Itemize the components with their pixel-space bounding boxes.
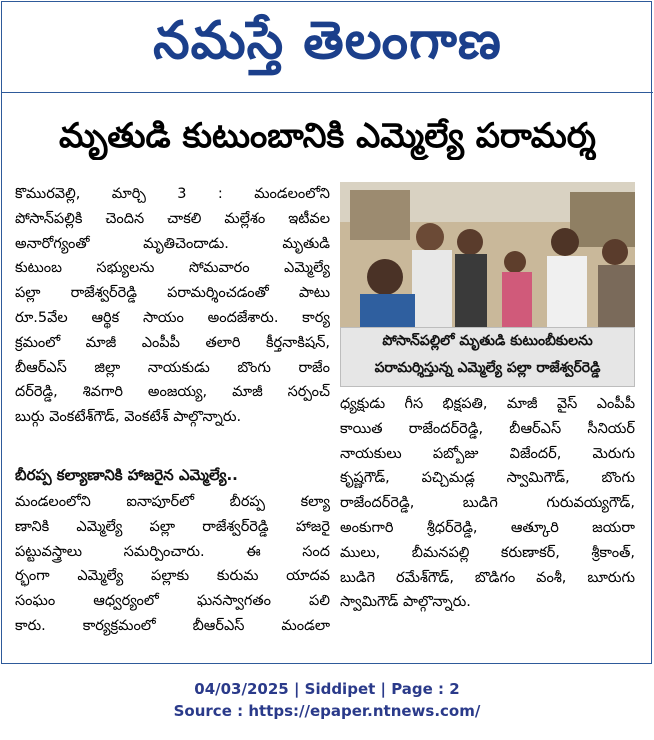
footer-source-link[interactable]: Source : https://epaper.ntnews.com/ bbox=[173, 702, 481, 720]
photo-caption-line: పరామర్శిస్తున్న ఎమ్మెల్యే పల్లా రాజేశ్వర్‌రెడ్డి bbox=[374, 360, 601, 376]
article-line: రూ.5వేల ఆర్థిక సాయం అందజేశారు. కార్య bbox=[15, 309, 330, 326]
article-line: స్వామిగౌడ్ పాల్గొన్నారు. bbox=[340, 594, 471, 611]
newspaper-clipping bbox=[1, 1, 652, 664]
footer-date-edition: 04/03/2025 | Siddipet | Page : 2 bbox=[194, 680, 460, 698]
article-line: పట్టువస్త్రాలు సమర్పించారు. ఈ సంద bbox=[15, 543, 330, 560]
article-right-column bbox=[340, 392, 635, 615]
article-line: బుర్గు వెంకటేశ్‌గౌడ్, వెంకటేశ్ పాల్గొన్నారు. bbox=[15, 409, 242, 426]
article-line: ధ్యక్షుడు గీస భిక్షపతి, మాజీ వైస్ ఎంపీపీ bbox=[340, 396, 635, 412]
article-line: కొమురవెల్లి, మార్చి 3 : మండలంలోని bbox=[15, 186, 330, 202]
article-subheading: బీరప్ప కల్యాణానికి హాజరైన ఎమ్మెల్యే.. bbox=[15, 466, 238, 484]
article-line: నాయకులు పబ్బోజు విజేందర్, మెరుగు bbox=[340, 445, 635, 462]
article-line: ర్భంగా ఎమ్మెల్యే పల్లాకు కురుమ యాదవ bbox=[15, 568, 330, 585]
article-line: పల్లా రాజేశ్వర్‌రెడ్డి పరామర్శించడంతో పాటు bbox=[15, 285, 330, 302]
article-line: దర్‌రెడ్డి, శివగారి అంజయ్య, మాజీ సర్పంచ్ bbox=[15, 384, 330, 401]
masthead-divider bbox=[2, 92, 653, 93]
article-line: కృష్ణగౌడ్, పచ్చిమడ్ల స్వామిగౌడ్, బొంగు bbox=[340, 470, 635, 487]
news-photo bbox=[340, 182, 635, 327]
article-line: ములు, బీమనపల్లి కరుణాకర్, శ్రీకాంత్, bbox=[340, 544, 635, 561]
photo-caption bbox=[340, 327, 635, 387]
article-headline: మృతుడి కుటుంబానికి ఎమ్మెల్యే పరామర్శ bbox=[59, 116, 596, 156]
article-line: బుడిగె రమేశ్‌గౌడ్, బొడిగం వంశీ, బూరుగు bbox=[340, 569, 635, 586]
article-line: కాయిత రాజేందర్‌రెడ్డి, బీఆర్‌ఎస్ సీనియర్ bbox=[340, 420, 635, 437]
masthead bbox=[2, 6, 653, 76]
article-line: బీఆర్‌ఎస్ జిల్లా నాయకుడు బొంగు రాజేం bbox=[15, 359, 330, 376]
source-footer bbox=[0, 678, 654, 722]
article-line: క్రమంలో మాజీ ఎంపీపీ తలారి కీర్తనాకిషన్, bbox=[15, 334, 330, 351]
photo-caption-line: పోసాన్‌పల్లిలో మృతుడి కుటుంబీకులను bbox=[382, 333, 593, 349]
article-line: ణానికి ఎమ్మెల్యే పల్లా రాజేశ్వర్‌రెడ్డి హాజరై bbox=[15, 518, 330, 535]
article-line: కుటుంబ సభ్యులను సోమవారం ఎమ్మెల్యే bbox=[15, 260, 330, 277]
article-line: రాజేందర్‌రెడ్డి, బుడిగె గురువయ్యగౌడ్, bbox=[340, 495, 635, 512]
news-photo-image bbox=[340, 182, 635, 327]
article-line: సంఘం ఆధ్వర్యంలో ఘనస్వాగతం పలి bbox=[15, 593, 330, 610]
article-line: కారు. కార్యక్రమంలో బీఆర్‌ఎస్ మండలా bbox=[15, 617, 330, 634]
article-line: అనారోగ్యంతో మృతిచెందాడు. మృతుడి bbox=[15, 235, 330, 252]
masthead-title: నమస్తే తెలంగాణ bbox=[153, 10, 502, 71]
article-left-column-bottom bbox=[15, 490, 330, 639]
article-left-column-top bbox=[15, 182, 330, 430]
article-line: అంకుగారి శ్రీధర్‌రెడ్డి, ఆత్కూరి జయరా bbox=[340, 519, 635, 536]
article-line: పోసాన్‌పల్లికి చెందిన చాకలి మల్లేశం ఇటీవల bbox=[15, 210, 330, 227]
article-line: మండలంలోని ఐనాపూర్‌లో బీరప్ప కల్యా bbox=[15, 494, 330, 510]
